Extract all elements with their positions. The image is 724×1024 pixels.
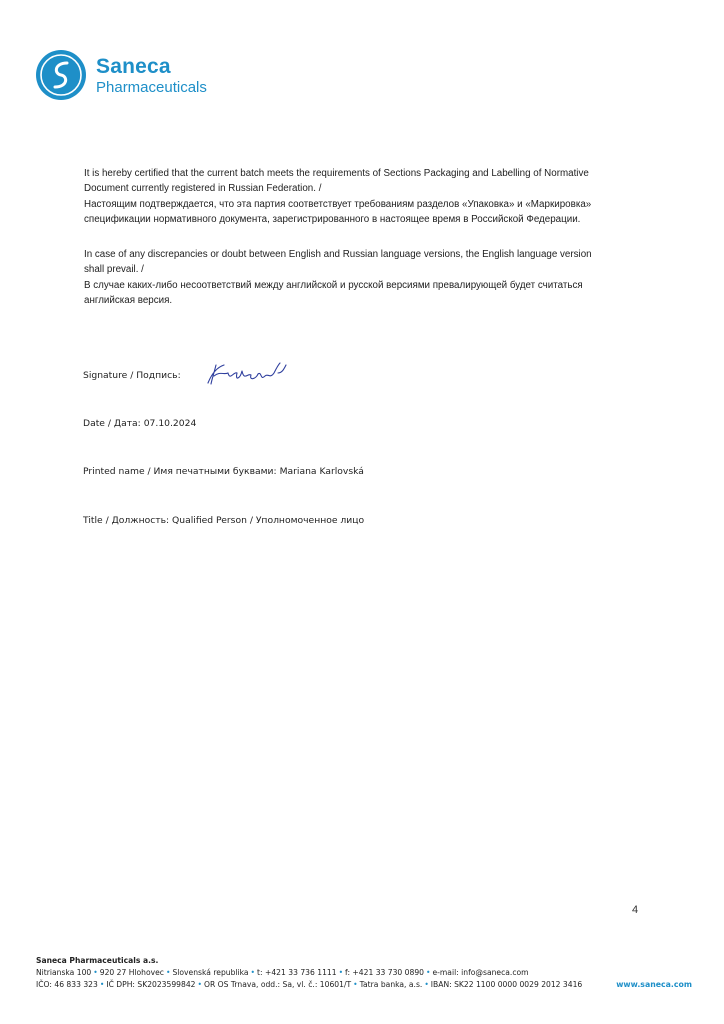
printed-name-label: Printed name / Имя печатными буквами: xyxy=(83,466,277,477)
page-number: 4 xyxy=(632,904,639,916)
title-label: Title / Должность: xyxy=(83,515,170,526)
text-line: In case of any discrepancies or doubt between English and Russian language versions, the English language version xyxy=(84,249,592,260)
printed-name-field xyxy=(83,466,364,477)
footer-registry-item: IBAN: SK22 1100 0000 0029 2012 3416 xyxy=(430,980,583,990)
footer-address-item: Nitrianska 100 xyxy=(36,968,92,978)
company-footer xyxy=(36,955,692,992)
footer-address-item: 920 27 Hlohovec xyxy=(99,968,164,978)
handwritten-signature xyxy=(204,359,294,394)
certification-paragraph xyxy=(84,166,644,227)
footer-address-item: Slovenská republika xyxy=(172,968,249,978)
printed-name-value: Mariana Karlovská xyxy=(279,466,364,477)
title-field xyxy=(83,515,364,526)
date-field xyxy=(83,418,196,429)
text-line: В случае каких-либо несоответствий между английской и русской версиями превалирующей будет считаться xyxy=(84,279,583,291)
signature-field xyxy=(83,370,181,381)
logo-subtitle: Pharmaceuticals xyxy=(96,78,207,96)
saneca-s-icon xyxy=(36,50,86,100)
text-line: Document currently registered in Russian Federation. / xyxy=(84,183,322,195)
text-line: shall prevail. / xyxy=(84,264,144,276)
footer-website-link[interactable]: www.saneca.com xyxy=(616,980,692,989)
footer-fax: f: +421 33 730 0890 xyxy=(345,968,425,978)
title-value: Qualified Person / Уполномоченное лицо xyxy=(172,515,365,526)
footer-registry-item: Tatra banka, a.s. xyxy=(359,980,423,990)
date-value: 07.10.2024 xyxy=(143,418,197,429)
language-paragraph xyxy=(84,247,644,308)
text-line: спецификации нормативного документа, зарегистрированного в настоящее время в Российской Федерации. xyxy=(84,213,581,225)
footer-company-name: Saneca Pharmaceuticals a.s. xyxy=(36,956,159,965)
logo-name: Saneca xyxy=(96,54,171,78)
company-logo xyxy=(36,50,207,100)
footer-registry-item: OR OS Trnava, odd.: Sa, vl. č.: 10601/T xyxy=(204,980,352,990)
text-line: Настоящим подтверждается, что эта партия соответствует требованиям разделов «Упаковка» и «Маркировка» xyxy=(84,198,592,210)
text-line: It is hereby certified that the current batch meets the requirements of Sections Packaging and Labelling of Normative xyxy=(84,168,589,179)
footer-phone: t: +421 33 736 1111 xyxy=(257,968,337,978)
footer-registry-item: IČO: 46 833 323 xyxy=(36,980,98,990)
date-label: Date / Дата: xyxy=(83,418,141,429)
text-line: английская версия. xyxy=(84,294,173,306)
footer-registry-line: IČO: 46 833 323 • IČ DPH: SK2023599842 • OR OS Trnava, odd.: Sa, vl. č.: 10601/T • Tatra banka, a.s. • IBAN: SK22 1100 0000 0029 2012 3416 xyxy=(36,980,583,990)
footer-email: e-mail: info@saneca.com xyxy=(432,968,529,978)
signature-label: Signature / Подпись: xyxy=(83,370,181,381)
footer-address-line: Nitrianska 100 • 920 27 Hlohovec • Slovenská republika • t: +421 33 736 1111 • f: +421 33 730 0890 • e-mail: info@saneca.com xyxy=(36,968,529,978)
footer-registry-item: IČ DPH: SK2023599842 xyxy=(106,980,196,990)
